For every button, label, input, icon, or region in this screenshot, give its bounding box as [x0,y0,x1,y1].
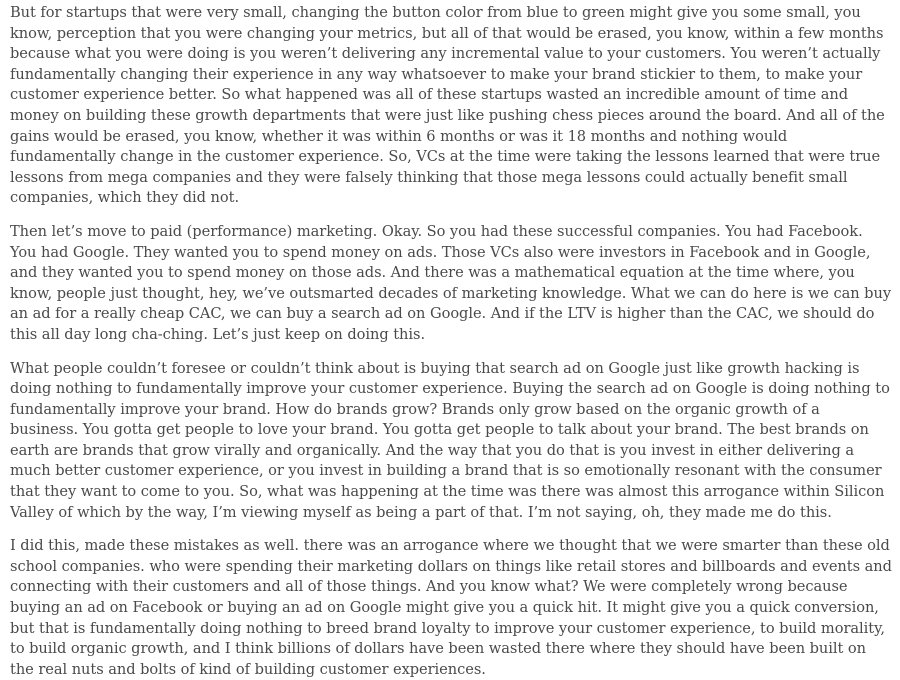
paragraph-paid-marketing: Then let’s move to paid (performance) marketing. Okay. So you had these successful companies. You had Facebook. You had Google. They wanted you to spend money on ads. Those VCs also were investors in Facebook and in Google, and they wanted you to spend money on those ads. And there was a mathematical equation at the time where, you know, people just thought, hey, we’ve outsmarted decades of marketing knowledge. What we can do here is we can buy an ad for a really cheap CAC, we can buy a search ad on Google. And if the LTV is higher than the CAC, we should do this all day long cha-ching. Let’s just keep on doing this. [10,222,892,343]
paragraph-mistakes: I did this, made these mistakes as well. there was an arrogance where we thought that we were smarter than these old school companies. who were spending their marketing dollars on things like retail stores and billboards and events and connecting with their customers and all of those things. And you know what? We were completely wrong because buying an ad on Facebook or buying an ad on Google might give you a quick hit. It might give you a quick conversion, but that is fundamentally doing nothing to breed brand loyalty to improve your customer experience, to build morality, to build organic growth, and I think billions of dollars have been wasted there where they should have been built on the real nuts and bolts of kind of building customer experiences. [10,537,892,678]
paragraph-startup-growth-hacking: But for startups that were very small, changing the button color from blue to green might give you some small, you know, perception that you were changing your metrics, but all of that would be erased, you know, within a few months because what you were doing is you weren’t delivering any incremental value to your customers. You weren’t actually fundamentally changing their experience in any way whatsoever to make your brand stickier to them, to make your customer experience better. So what happened was all of these startups wasted an incredible amount of time and money on building these growth departments that were just like pushing chess pieces around the board. And all of the gains would be erased, you know, whether it was within 6 months or was it 18 months and nothing would fundamentally change in the customer experience. So, VCs at the time were taking the lessons learned that were true lessons from mega companies and they were falsely thinking that those mega lessons could actually benefit small companies, which they did not. [10,4,885,207]
paragraph-brand-growth: What people couldn’t foresee or couldn’t think about is buying that search ad on Google just like growth hacking is doing nothing to fundamentally improve your customer experience. Buying the search ad on Google is doing nothing to fundamentally improve your brand. How do brands grow? Brands only grow based on the organic growth of a business. You gotta get people to love your brand. You gotta get people to talk about your brand. The best brands on earth are brands that grow virally and organically. And the way that you do that is you invest in either delivering a much better customer experience, or you invest in building a brand that is so emotionally resonant with the consumer that they want to come to you. So, what was happening at the time was there was almost this arrogance within Silicon Valley of which by the way, I’m viewing myself as being a part of that. I’m not saying, oh, they made me do this. [10,359,890,521]
